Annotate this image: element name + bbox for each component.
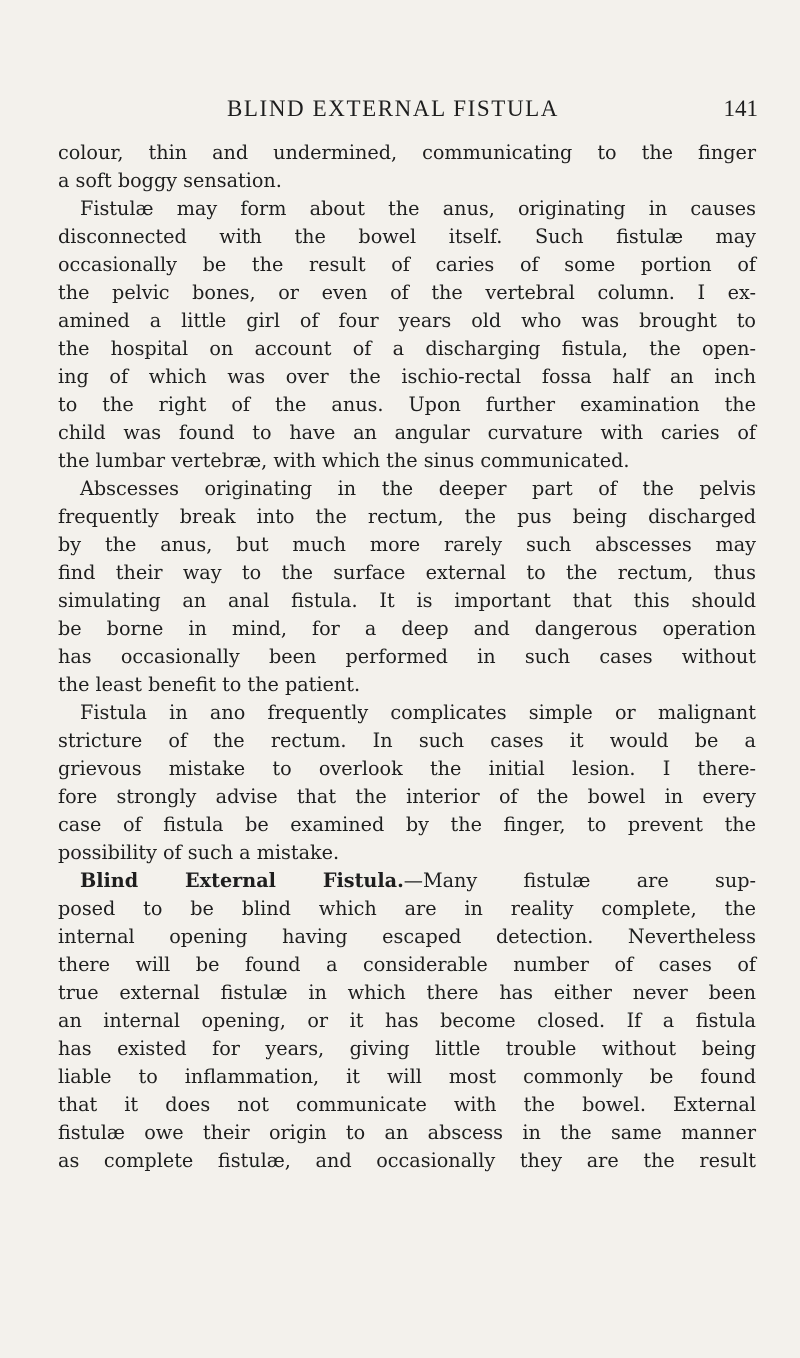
text-line: true external fistulæ in which there has either never been (58, 981, 756, 1004)
page-number: 141 (723, 96, 758, 121)
text-line: has existed for years, giving little trouble without being (58, 1037, 756, 1060)
text-line: disconnected with the bowel itself. Such fistulæ may (58, 225, 756, 248)
running-title: BLIND EXTERNAL FISTULA (226, 96, 560, 121)
text-line: as complete fistulæ, and occasionally they are the result (58, 1149, 756, 1172)
text-line: amined a little girl of four years old who was brought to (58, 309, 756, 332)
text-line: a soft boggy sensation. (58, 169, 282, 192)
text-line: case of fistula be examined by the finger, to prevent the (58, 813, 756, 836)
text-line: frequently break into the rectum, the pus being discharged (58, 505, 756, 528)
text-line: the least benefit to the patient. (58, 673, 361, 696)
text-line: by the anus, but much more rarely such abscesses may (58, 533, 756, 556)
text-line: that it does not communicate with the bowel. External (58, 1093, 756, 1116)
section-heading: Blind External Fistula. (80, 869, 404, 892)
text-line: fore strongly advise that the interior of the bowel in every (58, 785, 756, 808)
line-text: —Many fistulæ are sup- (403, 869, 756, 892)
text-line: the lumbar vertebræ, with which the sinus communicated. (58, 449, 630, 472)
text-line (58, 867, 756, 895)
text-line: internal opening having escaped detection. Nevertheless (58, 925, 756, 948)
text-line: an internal opening, or it has become closed. If a fistula (58, 1009, 756, 1032)
text-line: the hospital on account of a discharging fistula, the open- (58, 337, 756, 360)
text-line: has occasionally been performed in such cases without (58, 645, 756, 668)
text-line: ing of which was over the ischio-rectal fossa half an inch (58, 365, 756, 388)
text-line: the pelvic bones, or even of the vertebral column. I ex- (58, 281, 756, 304)
text-line: grievous mistake to overlook the initial lesion. I there- (58, 757, 756, 780)
text-line: colour, thin and undermined, communicating to the finger (58, 141, 756, 164)
text-line: Fistula in ano frequently complicates simple or malignant (80, 701, 756, 724)
text-line: Fistulæ may form about the anus, originating in causes (80, 197, 756, 220)
text-line: Abscesses originating in the deeper part of the pelvis (80, 477, 756, 500)
text-line: to the right of the anus. Upon further examination the (58, 393, 756, 416)
text-line: there will be found a considerable number of cases of (58, 953, 756, 976)
text-line: fistulæ owe their origin to an abscess in the same manner (58, 1121, 756, 1144)
text-line: child was found to have an angular curvature with caries of (58, 421, 756, 444)
text-line: be borne in mind, for a deep and dangerous operation (58, 617, 756, 640)
text-line: occasionally be the result of caries of some portion of (58, 253, 756, 276)
text-line: stricture of the rectum. In such cases it would be a (58, 729, 756, 752)
text-line: find their way to the surface external to the rectum, thus (58, 561, 756, 584)
text-line: simulating an anal fistula. It is important that this should (58, 589, 756, 612)
text-line: posed to be blind which are in reality complete, the (58, 897, 756, 920)
body-text (58, 139, 756, 1175)
text-line: possibility of such a mistake. (58, 841, 340, 864)
running-head (58, 96, 758, 126)
text-line: liable to inflammation, it will most commonly be found (58, 1065, 756, 1088)
